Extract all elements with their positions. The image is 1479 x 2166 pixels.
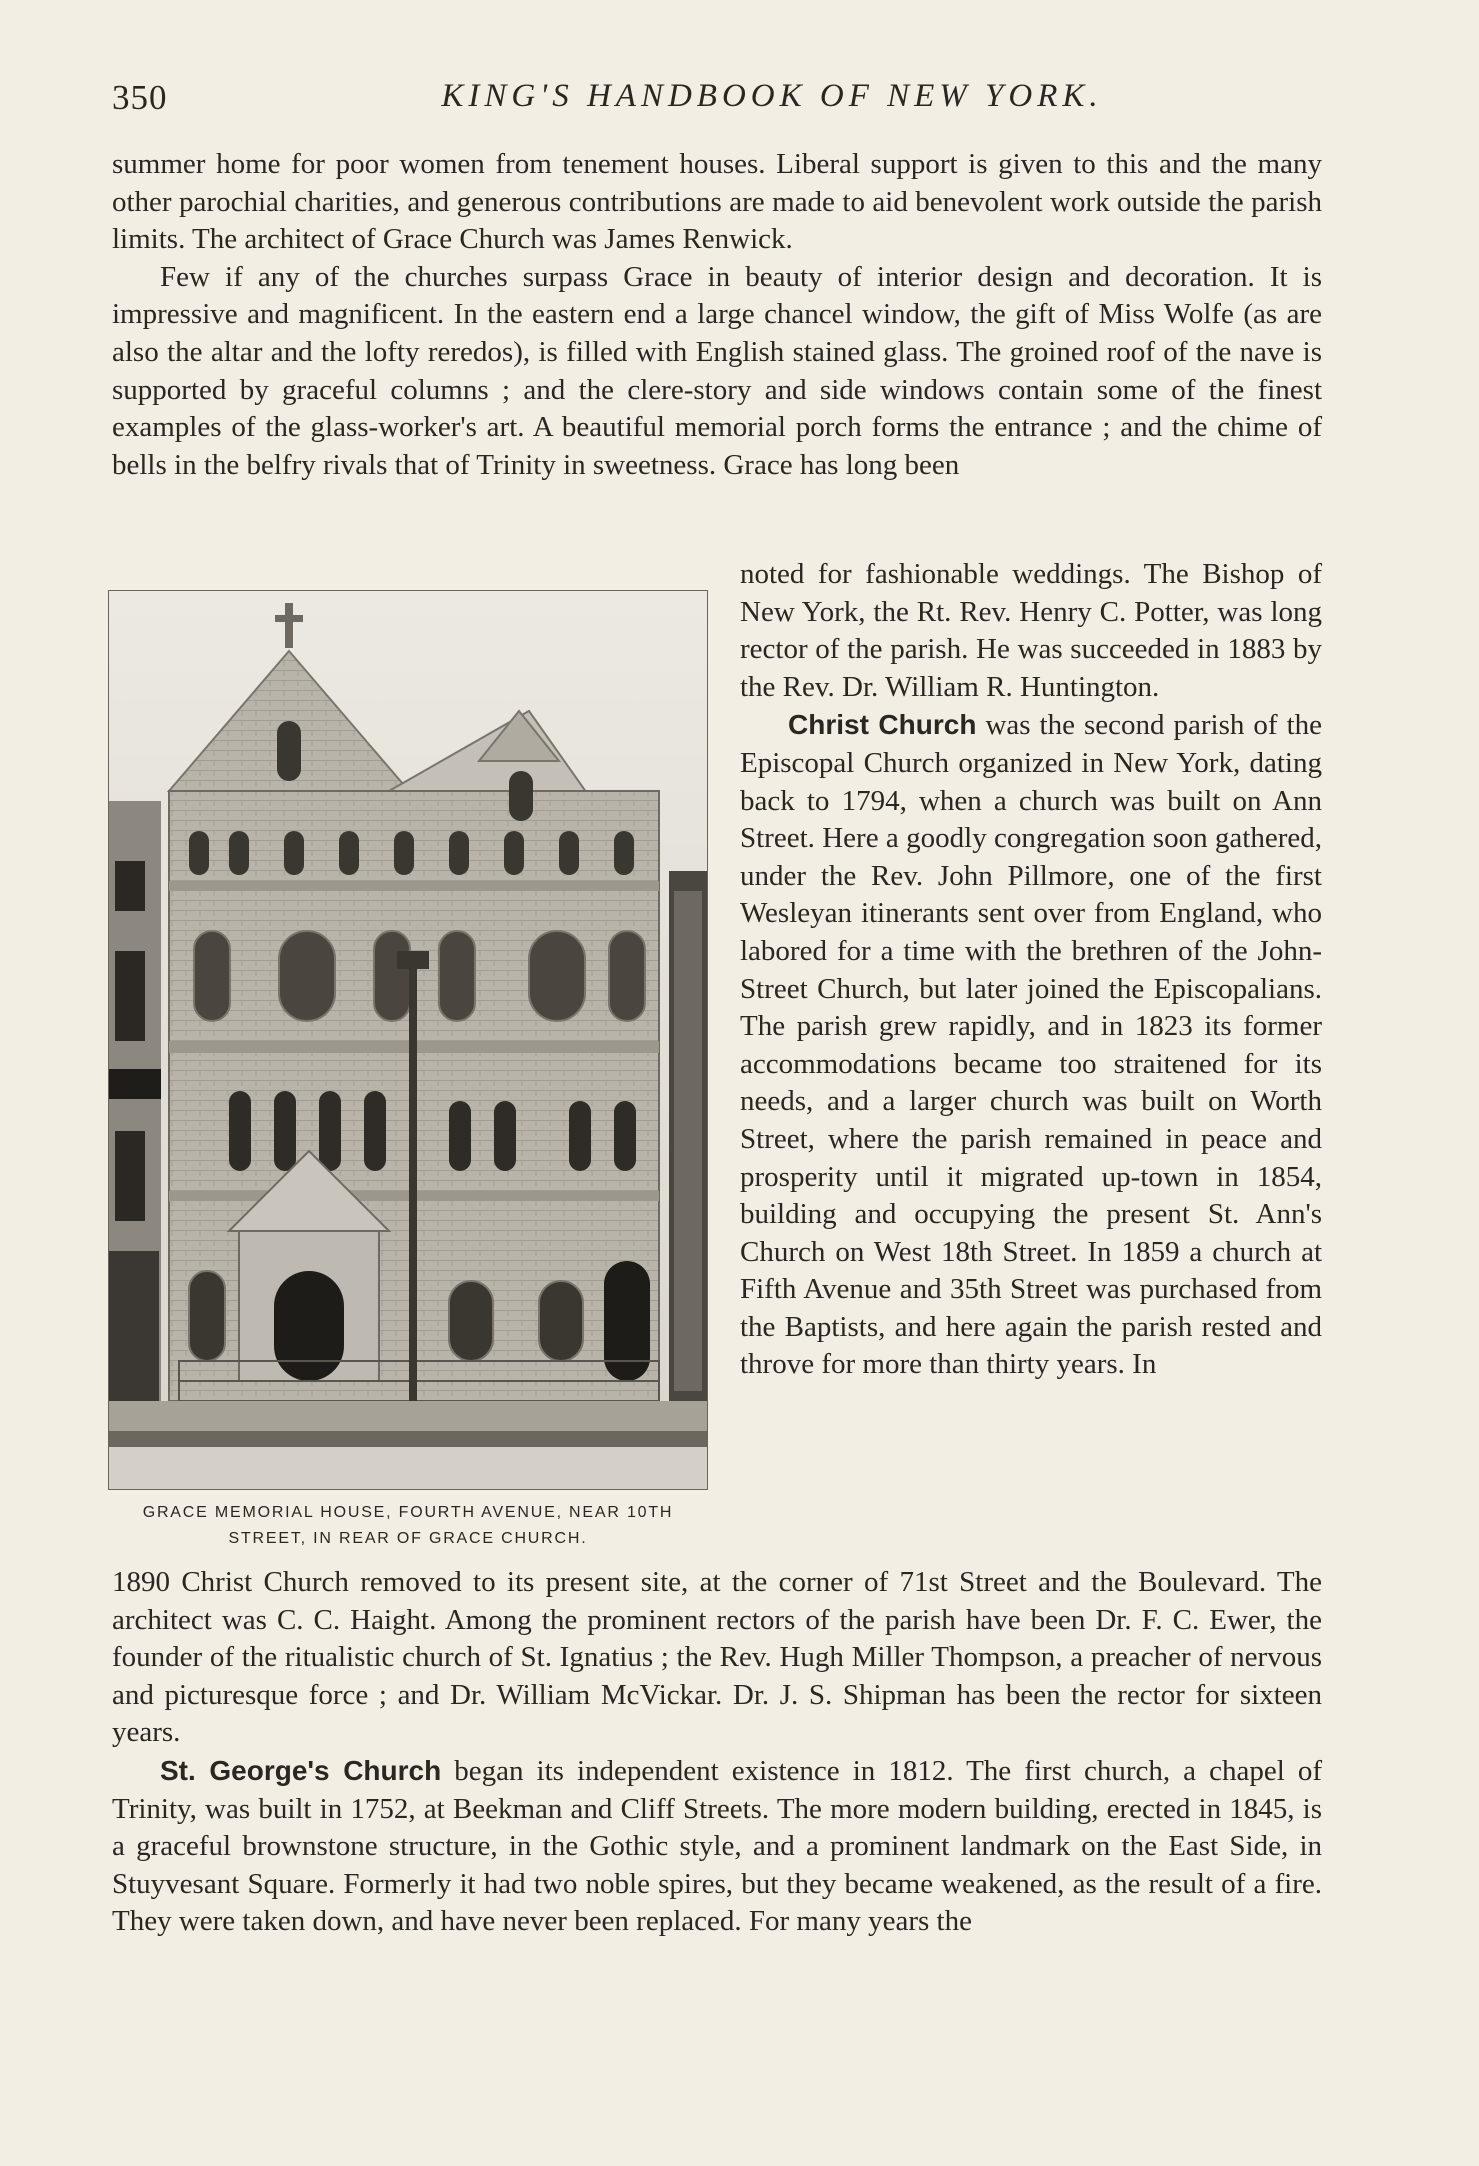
figure-grace-memorial-house: [108, 590, 708, 1547]
text-block-top: [112, 146, 1322, 484]
page-header: [112, 78, 1322, 128]
text-block-bottom: [112, 1564, 1322, 1941]
caption-line-1: GRACE MEMORIAL HOUSE, FOURTH AVENUE, NEAR 10TH: [142, 1504, 674, 1521]
building-illustration: [109, 591, 707, 1489]
building-photo: [108, 590, 708, 1490]
heading-st-georges-church: St. George's Church: [160, 1754, 442, 1786]
heading-christ-church: Christ Church: [788, 709, 977, 741]
page-number: 350: [112, 78, 168, 117]
paragraph-grace-continuation: noted for fashionable weddings. The Bishop of New York, the Rt. Rev. Henry C. Potter, was long rector of the parish. He was succeeded in 1883 by the Rev. Dr. William R. Huntington.: [740, 558, 1322, 703]
paragraph-1: summer home for poor women from tenement houses. Liberal support is given to this and the many other parochial charities, and generous contributions are made to aid benevolent work outside the parish limits. The architect of Grace Church was James Renwick.: [112, 148, 1322, 256]
text-block-side: [740, 556, 1322, 1384]
paragraph-2: Few if any of the churches surpass Grace in beauty of interior design and decoration. It is impressive and magnificent. In the eastern end a large chancel window, the gift of Miss Wolfe (as are also the altar and the lofty reredos), is filled with English stained glass. The groined roof of the nave is supported by graceful columns ; and the clere-story and side windows contain some of the finest examples of the glass-worker's art. A beautiful memorial porch forms the entrance ; and the chime of bells in the belfry rivals that of Trinity in sweetness. Grace has long been: [112, 260, 1322, 481]
christ-church-body: was the second parish of the Episcopal Church organized in New York, dating back to 1794, when a church was built on Ann Street. Here a goodly congregation soon gathered, under the Rev. John Pillmore, one of the first Wesleyan itinerants sent over from England, who labored for a time with the brethren of the John-Street Church, but later joined the Episcopalians. The parish grew rapidly, and in 1823 its former accommodations became too straitened for its needs, and a larger church was built on Worth Street, where the parish remained in peace and prosperity until it migrated up-town in 1854, building and occupying the present St. Ann's Church on West 18th Street. In 1859 a church at Fifth Avenue and 35th Street was purchased from the Baptists, and here again the parish rested and throve for more than thirty years. In: [740, 709, 1322, 1381]
running-title: KING'S HANDBOOK OF NEW YORK.: [441, 78, 1103, 114]
paragraph-christ-church-continuation: 1890 Christ Church removed to its present site, at the corner of 71st Street and the Boulevard. The architect was C. C. Haight. Among the prominent rectors of the parish have been Dr. F. C. Ewer, the founder of the ritualistic church of St. Ignatius ; the Rev. Hugh Miller Thompson, a preacher of nervous and picturesque force ; and Dr. William McVickar. Dr. J. S. Shipman has been the rector for sixteen years.: [112, 1566, 1322, 1749]
paragraph-st-georges: [112, 1752, 1322, 1941]
st-georges-body: began its independent existence in 1812. The first church, a chapel of Trinity, was built in 1752, at Beekman and Cliff Streets. The more modern building, erected in 1845, is a graceful brownstone structure, in the Gothic style, and a prominent landmark on the East Side, in Stuyvesant Square. Formerly it had two noble spires, but they became weakened, as the result of a fire. They were taken down, and have never been replaced. For many years the: [112, 1754, 1322, 1938]
paragraph-christ-church: [740, 706, 1322, 1384]
caption-line-2: STREET, IN REAR OF GRACE CHURCH.: [228, 1530, 588, 1547]
figure-caption: [108, 1500, 708, 1552]
